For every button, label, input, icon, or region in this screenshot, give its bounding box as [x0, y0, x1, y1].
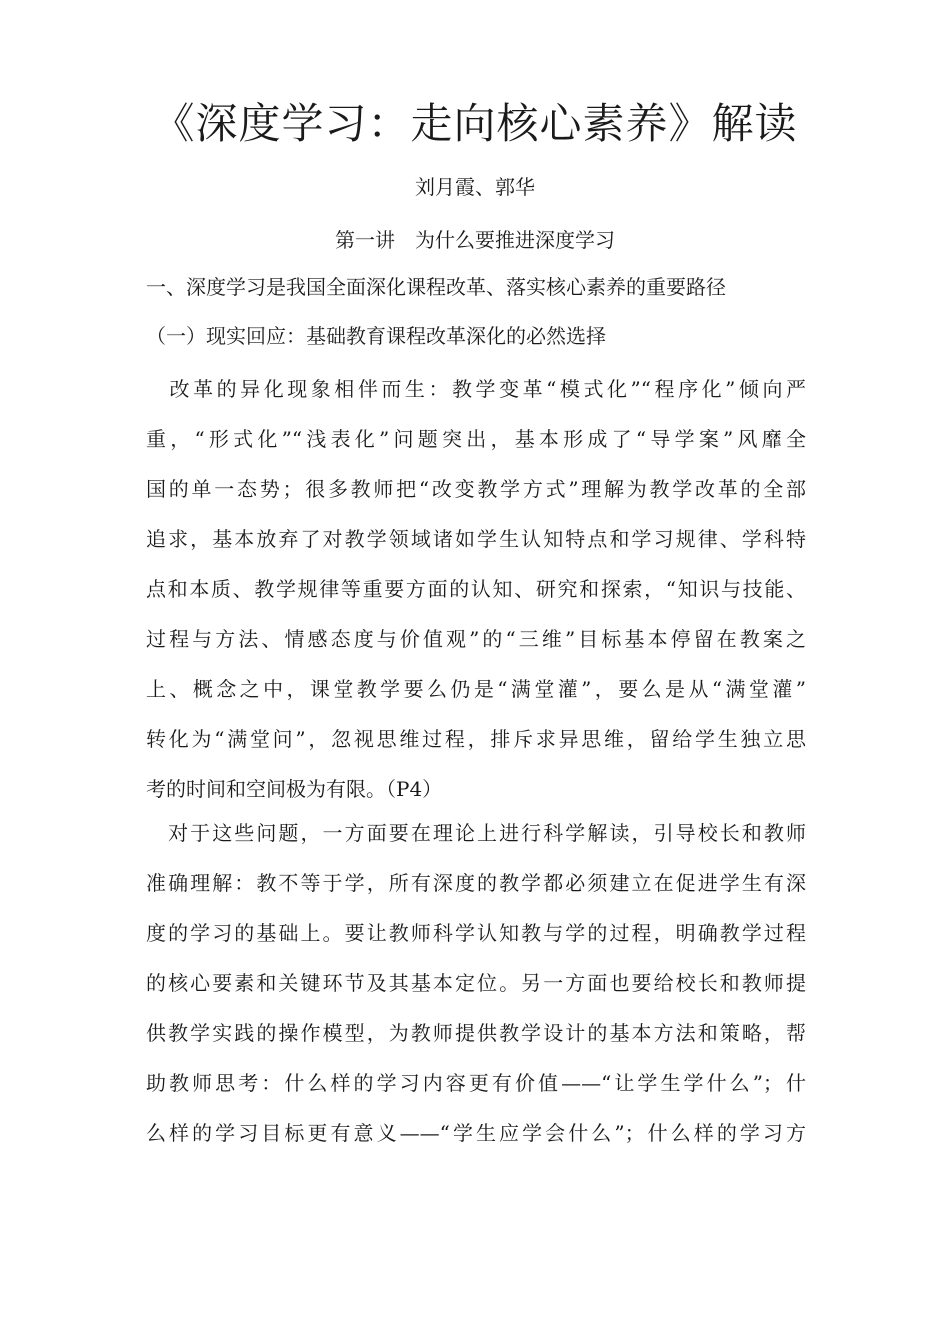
- paragraph-line: 度的学习的基础上。要让教师科学认知教与学的过程，明确教学过程: [146, 921, 806, 945]
- paragraph-line: 助教师思考：什么样的学习内容更有价值——“让学生学什么”；什: [146, 1071, 806, 1095]
- paragraph-line: 点和本质、教学规律等重要方面的认知、研究和探索，“知识与技能、: [146, 577, 806, 601]
- paragraph-line: 转化为“满堂问”，忽视思维过程，排斥求异思维，留给学生独立思: [146, 727, 806, 751]
- paragraph-line: 准确理解：教不等于学，所有深度的教学都必须建立在促进学生有深: [146, 871, 806, 895]
- section-heading: 一、深度学习是我国全面深化课程改革、落实核心素养的重要路径: [146, 275, 726, 299]
- paragraph-line: 的核心要素和关键环节及其基本定位。另一方面也要给校长和教师提: [146, 971, 806, 995]
- paragraph-line: 么样的学习目标更有意义——“学生应学会什么”；什么样的学习方: [146, 1121, 806, 1145]
- paragraph-line: 上、概念之中，课堂教学要么仍是“满堂灌”，要么是从“满堂灌”: [146, 677, 806, 701]
- paragraph-1: [146, 364, 806, 814]
- paragraph-2: [146, 808, 806, 1158]
- paragraph-line: 追求，基本放弃了对教学领域诸如学生认知特点和学习规律、学科特: [146, 527, 806, 551]
- paragraph-line: 对于这些问题，一方面要在理论上进行科学解读，引导校长和教师: [146, 821, 806, 845]
- subsection-heading: （一）现实回应：基础教育课程改革深化的必然选择: [146, 324, 606, 348]
- paragraph-line: 改革的异化现象相伴而生：教学变革“模式化”“程序化”倾向严: [146, 377, 806, 401]
- paragraph-line: 供教学实践的操作模型，为教师提供教学设计的基本方法和策略，帮: [146, 1021, 806, 1045]
- paragraph-line: 过程与方法、情感态度与价值观”的“三维”目标基本停留在教案之: [146, 627, 806, 651]
- document-title: 《深度学习：走向核心素养》解读: [152, 99, 798, 148]
- paragraph-line: 考的时间和空间极为有限。（P4）: [146, 777, 443, 801]
- lecture-heading: 第一讲 为什么要推进深度学习: [335, 228, 615, 252]
- paragraph-line: 重，“形式化”“浅表化”问题突出，基本形成了“导学案”风靡全: [146, 427, 806, 451]
- paragraph-line: 国的单一态势；很多教师把“改变教学方式”理解为教学改革的全部: [146, 477, 806, 501]
- document-authors: 刘月霞、郭华: [415, 175, 535, 199]
